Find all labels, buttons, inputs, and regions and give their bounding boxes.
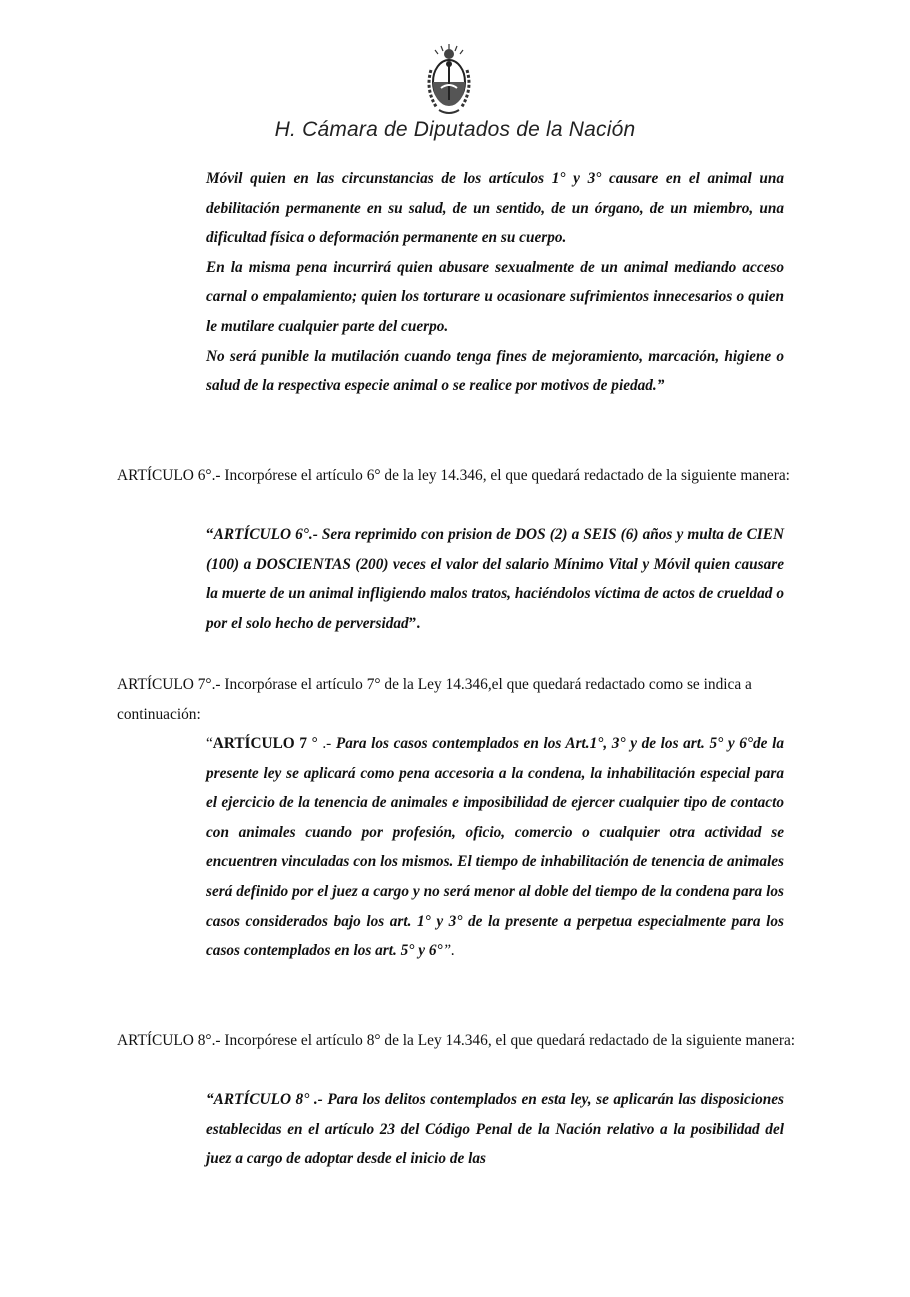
quoted-article-7-separator: .- — [317, 735, 332, 752]
quoted-article-8-body: “ARTÍCULO 8° .- Para los delitos contemplados en esta ley, se aplicarán las disposiciones establecidas en el artículo 23 del Código Penal de la Nación relativo a la posibilidad del juez a cargo de adoptar desde el inicio de las — [206, 1091, 784, 1168]
quote-paragraph-1: Móvil quien en las circunstancias de los artículos 1° y 3° causare en el animal una debilitación permanente en su salud, de un sentido, de un órgano, de un miembro, una dificultad física o deformación permanente en su cuerpo. — [206, 170, 784, 247]
close-quote: ”. — [442, 942, 455, 960]
quoted-article-7-heading: ARTÍCULO 7 ° — [212, 735, 318, 752]
quoted-article-8 — [206, 1085, 784, 1174]
article-8-intro: ARTÍCULO 8°.- Incorpórese el artículo 8° de la Ley 14.346, el que quedará redactado de la siguiente manera: — [117, 1032, 796, 1049]
coat-of-arms-icon — [423, 42, 475, 116]
quote-paragraph-2: En la misma pena incurrirá quien abusare sexualmente de un animal mediando acceso carnal o empalamiento; quien los torturare u ocasionare sufrimientos innecesarios o quien le mutilare cualquier parte del cuerpo. — [206, 258, 784, 335]
open-quote: “ — [206, 735, 213, 752]
close-quote: ”. — [408, 614, 421, 632]
quoted-article-5-continuation — [206, 164, 784, 401]
article-7-intro: ARTÍCULO 7°.- Incorpórase el artículo 7° de la Ley 14.346,el que quedará redactado como se indica a continuación: — [117, 676, 752, 723]
quoted-article-7-body: Para los casos contemplados en los Art.1°, 3° y de los art. 5° y 6°de la presente ley se aplicará como pena accesoria a la condena, la inhabilitación especial para el ejercicio de la tenencia de animales e imposibilidad de ejercer cualquier tipo de contacto con animales cuando por profesión, oficio, comercio o cualquier otra actividad se encuentren vinculadas con los mismos. El tiempo de inhabilitación de tenencia de animales será definido por el juez a cargo y no será menor al doble del tiempo de la condena para los casos considerados bajo los art. 1° y 3° de la presente a perpetua especialmente para los casos contemplados en los art. 5° y 6° — [206, 735, 784, 960]
quoted-article-7 — [206, 729, 784, 966]
open-quote: “ — [206, 526, 214, 543]
quote-paragraph-3: No será punible la mutilación cuando tenga fines de mejoramiento, marcación, higiene o salud de la respectiva especie animal o se realice por motivos de piedad.” — [206, 347, 784, 395]
quoted-article-6 — [206, 520, 784, 638]
quoted-article-6-body: Sera reprimido con prision de DOS (2) a SEIS (6) años y multa de CIEN (100) a DOSCIENTAS (200) veces el valor del salario Mínimo Vital y Móvil quien causare la muerte de un animal infligiendo malos tratos, haciéndolos víctima de actos de crueldad o por el solo hecho de perversidad — [206, 526, 784, 632]
article-6-intro: ARTÍCULO 6°.- Incorpórese el artículo 6° de la ley 14.346, el que quedará redactado de la siguiente manera: — [117, 467, 790, 484]
chamber-title: H. Cámara de Diputados de la Nación — [274, 118, 636, 141]
quoted-article-6-heading: ARTÍCULO 6°.- — [213, 526, 318, 543]
